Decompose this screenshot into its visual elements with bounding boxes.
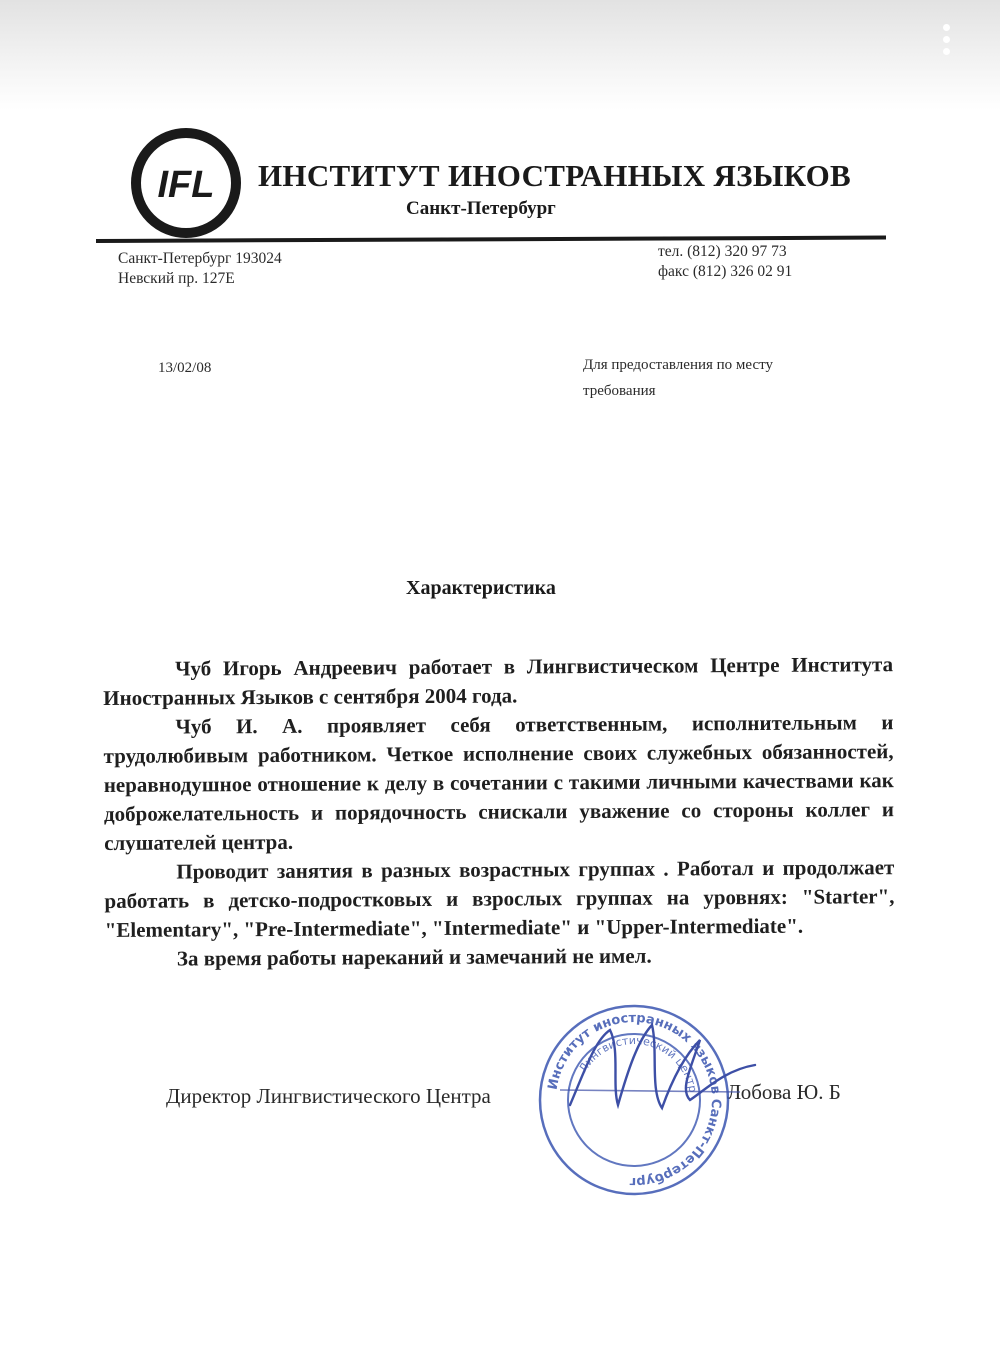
address-line: Санкт-Петербург 193024 <box>118 250 282 267</box>
more-options-dot <box>943 24 950 31</box>
more-options-dot <box>943 36 950 43</box>
body-paragraph: Чуб И. А. проявляет себя ответственным, исполнительным и трудолюбивым работником. Четкое исполнение своих служебных обязанностей, неравнодушное отношение к делу в сочетании с такими личными качествами как доброжелательность и порядочность снискали уважение со стороны коллег и слушателей центра. <box>103 710 895 855</box>
contacts-block <box>658 242 792 282</box>
recipient-line: Для предоставления по месту <box>583 357 773 373</box>
recipient-note <box>583 352 773 404</box>
viewer-top-bar <box>0 0 1000 110</box>
phone-number: тел. (812) 320 97 73 <box>658 243 787 260</box>
ifl-logo-icon <box>130 127 242 239</box>
document-title: Характеристика <box>406 577 556 599</box>
fax-number: факс (812) 326 02 91 <box>658 263 793 280</box>
document-date: 13/02/08 <box>158 360 212 376</box>
institute-name: ИНСТИТУТ ИНОСТРАННЫХ ЯЗЫКОВ <box>258 158 851 193</box>
logo-text: IFL <box>157 164 215 206</box>
address-block <box>118 249 282 289</box>
address-line: Невский пр. 127Е <box>118 270 235 287</box>
signatory-position: Директор Лингвистического Центра <box>166 1084 491 1108</box>
recipient-line: требования <box>583 383 656 399</box>
institute-city: Санкт-Петербург <box>406 198 556 219</box>
signatory-name: Лобова Ю. Б <box>727 1080 841 1104</box>
handwritten-signature <box>540 1010 770 1120</box>
stamp-inner-text: Лингвистический центр <box>576 1033 700 1094</box>
body-paragraph: За время работы нареканий и замечаний не имел. <box>176 943 652 971</box>
stamp-outer-text: Институт иностранных языков Санкт-Петербург <box>545 1010 724 1190</box>
more-options-dot <box>943 48 950 55</box>
body-paragraph: Чуб Игорь Андреевич работает в Лингвистическом Центре Института Иностранных Языков с сентября 2004 года. <box>103 652 894 710</box>
more-options-icon[interactable] <box>938 24 954 64</box>
body-paragraph: Проводит занятия в разных возрастных группах . Работал и продолжает работать в детско-подростковых и взрослых группах на уровнях: "Starter", "Elementary", "Pre-Intermediate", "Intermediate" и "Upper-Intermediate". <box>104 855 895 942</box>
document-body <box>103 650 895 974</box>
